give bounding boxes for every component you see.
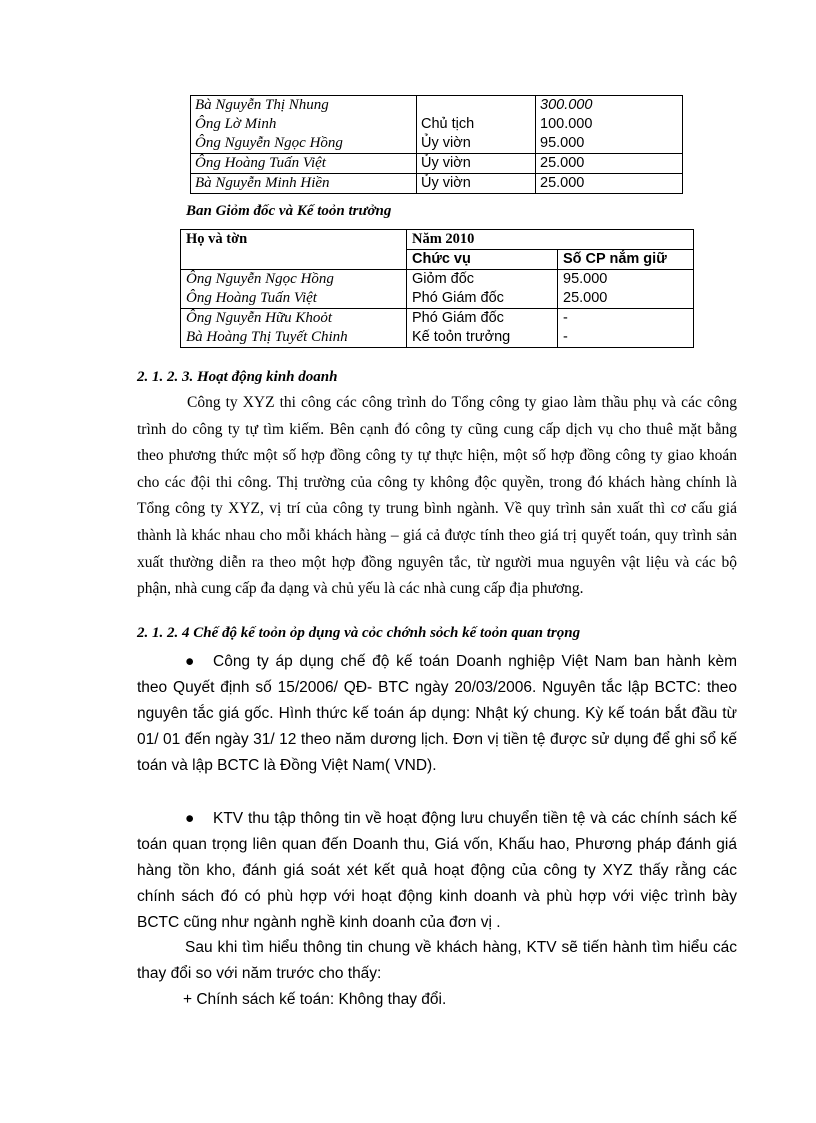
table-row — [181, 309, 694, 348]
member-position: Ủy viờn — [421, 135, 471, 151]
bullet-item — [137, 649, 737, 779]
table-row — [181, 270, 694, 309]
business-paragraph — [137, 390, 737, 603]
manager-position: Giỏm đốc — [412, 271, 475, 287]
bullet-text: KTV thu tập thông tin về hoạt động lưu chuyển tiền tệ và các chính sách kế toán quan trọng liên quan đến Doanh thu, Giá vốn, Khấu hao, Phương pháp đánh giá hàng tồn kho, đánh giá soát xét kết quả hoạt động của công ty XYZ thấy rằng các chính sách đó có phù hợp với hoạt động kinh doanh và phù hợp với việc trình bày BCTC cũng như ngành nghề kinh doanh của đơn vị . — [137, 810, 737, 931]
management-table — [180, 229, 694, 348]
bullet-text: Công ty áp dụng chế độ kế toán Doanh nghiệp Việt Nam ban hành kèm theo Quyết định số 15/2006/ QĐ- BTC ngày 20/03/2006. Nguyên tắc lập BCTC: theo nguyên tắc giá gốc. Hình thức kế toán áp dụng: Nhật ký chung. Kỳ kế toán bắt đầu từ 01/ 01 đến ngày 31/ 12 theo năm dương lịch. Đơn vị tiền tệ được sử dụng để ghi sổ kế toán và lập BCTC là Đồng Việt Nam( VND). — [137, 653, 737, 774]
paragraph-text: Công ty XYZ thi công các công trình do Tổng công ty giao làm thầu phụ và các công trình do công ty tự tìm kiếm. Bên cạnh đó công ty cũng cung cấp dịch vụ cho thuê mặt bằng theo phương thức một số hợp đồng công ty tự thực hiện, một số hợp đồng công ty giao khoán cho các đội thi công. Thị trường của công ty không độc quyền, trong đó khách hàng chính là Tổng công ty XYZ, vị trí của công ty trung bình ngành. Về quy trình sản xuất thì cơ cấu giá thành là khác nhau cho mỗi khách hàng – giá cả được tính theo giá trị quyết toán, quy trình sản xuất thường diễn ra theo một hợp đồng nguyên tắc, từ người mua nguyên vật liệu và các bộ phận, nhà cung cấp đa dạng và chủ yếu là các nhà cung cấp địa phương. — [137, 394, 737, 598]
paragraph-text: + Chính sách kế toán: Không thay đổi. — [183, 991, 447, 1008]
header-position: Chức vụ — [407, 250, 558, 270]
manager-position: Phó Giám đốc — [412, 290, 504, 306]
member-position — [421, 96, 531, 115]
section-heading: 2. 1. 2. 3. Hoạt động kinh doanh — [137, 369, 338, 385]
table-row — [191, 174, 683, 194]
manager-shares: 25.000 — [563, 290, 608, 306]
member-name: Ông Hoàng Tuấn Việt — [195, 155, 326, 171]
paragraph-text: Sau khi tìm hiểu thông tin chung về khách hàng, KTV sẽ tiến hành tìm hiểu các thay đổi so với năm trước cho thấy: — [137, 939, 737, 982]
member-name: Ông Nguyễn Ngọc Hồng — [195, 135, 343, 151]
policy-note — [183, 987, 743, 1013]
member-shares: 100.000 — [540, 116, 593, 132]
manager-name: Ông Nguyễn Hữu Khoỏt — [186, 310, 333, 326]
member-shares: 25.000 — [540, 155, 585, 171]
member-shares: 95.000 — [540, 135, 585, 151]
bullet-item — [137, 806, 737, 936]
table-header-row — [181, 230, 694, 250]
bullet-icon: ● — [185, 810, 195, 827]
manager-shares: - — [563, 329, 568, 345]
member-position: Chủ tịch — [421, 116, 475, 132]
manager-name: Ông Nguyễn Ngọc Hồng — [186, 271, 334, 287]
manager-position: Phó Giám đốc — [412, 310, 504, 326]
management-caption: Ban Giỏm đốc và Kế toỏn trưởng — [186, 203, 392, 219]
member-shares: 25.000 — [540, 175, 585, 191]
manager-name: Bà Hoàng Thị Tuyết Chinh — [186, 329, 348, 345]
manager-shares: - — [563, 310, 568, 326]
table-row — [191, 96, 683, 154]
board-table — [190, 95, 683, 194]
manager-position: Kế toỏn trưởng — [412, 329, 511, 345]
header-name: Họ và tờn — [181, 230, 407, 270]
manager-shares: 95.000 — [563, 271, 608, 287]
summary-paragraph — [137, 935, 737, 987]
section-heading: 2. 1. 2. 4 Chế độ kế toỏn ỏp dụng và cỏc chớnh sỏch kế toỏn quan trọng — [137, 625, 581, 641]
member-name: Bà Nguyễn Minh Hiền — [195, 175, 330, 191]
member-name: Bà Nguyễn Thị Nhung — [195, 97, 329, 113]
header-year: Năm 2010 — [407, 230, 694, 250]
member-position: Ủy viờn — [421, 155, 471, 171]
member-name: Ông Lờ Minh — [195, 116, 277, 132]
header-shares: Số CP nắm giữ — [558, 250, 694, 270]
bullet-icon: ● — [185, 653, 195, 670]
manager-name: Ông Hoàng Tuấn Việt — [186, 290, 317, 306]
member-position: Ủy viờn — [421, 175, 471, 191]
table-row — [191, 154, 683, 174]
member-shares: 300.000 — [540, 97, 593, 113]
